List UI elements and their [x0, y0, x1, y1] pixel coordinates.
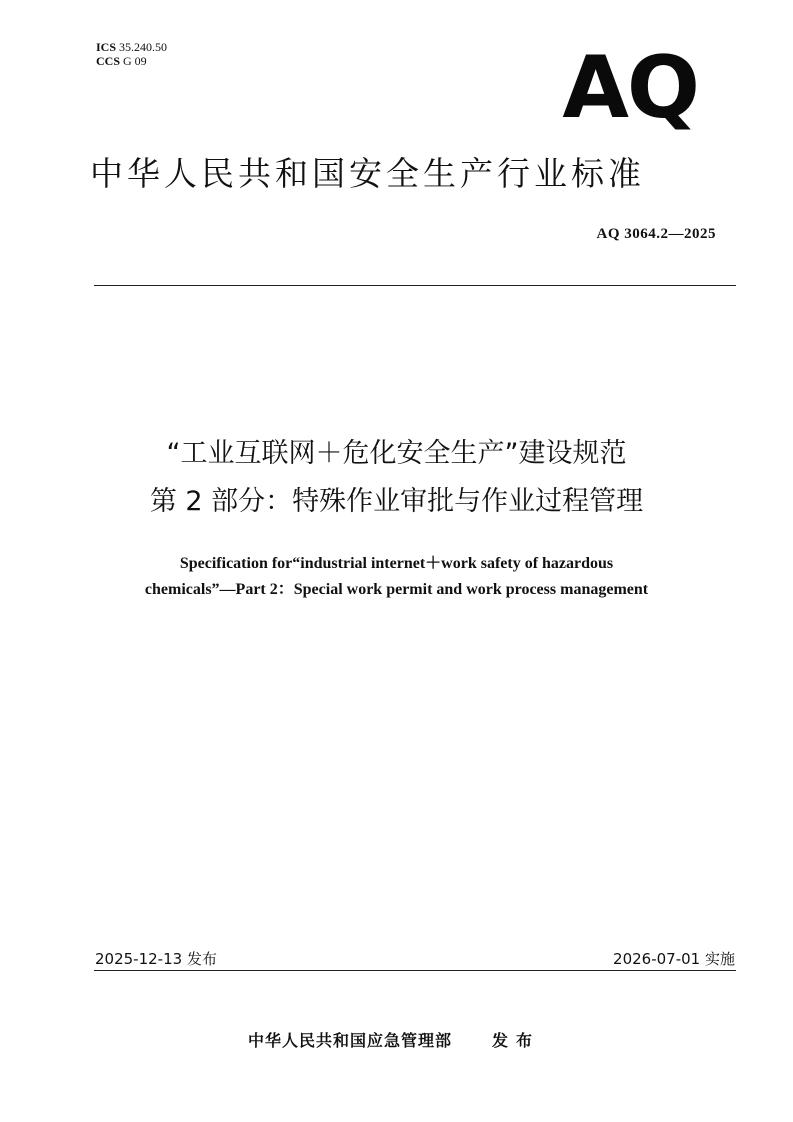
title-zh-line-2: 第 2 部分：特殊作业审批与作业过程管理 [149, 486, 644, 517]
ccs-code: G 09 [123, 54, 147, 68]
issuer-name: 中华人民共和国应急管理部 [248, 1031, 453, 1050]
bottom-divider [94, 970, 736, 971]
ics-code: 35.240.50 [119, 40, 168, 54]
issuing-authority [248, 1028, 540, 1051]
aq-logo: AQ [562, 38, 698, 138]
ics-line [96, 40, 167, 54]
title-zh-line-1: “工业互联网＋危化安全生产”建设规范 [166, 438, 627, 469]
ccs-label: CCS [96, 54, 121, 68]
standard-number: AQ 3064.2—2025 [596, 226, 716, 242]
issuer-action: 发布 [492, 1031, 541, 1050]
title-en-line-2: chemicals”—Part 2：Special work permit and work process management [144, 581, 649, 598]
title-en-line-1: Specification for“industrial internet＋work safety of hazardous [179, 555, 614, 572]
ccs-line [96, 54, 167, 68]
classification-codes [96, 40, 167, 68]
top-divider [94, 285, 736, 286]
standard-category-heading: 中华人民共和国安全生产行业标准 [90, 154, 645, 193]
effective-date: 2026-07-01 实施 [613, 950, 735, 968]
ics-label: ICS [96, 40, 117, 54]
issue-date: 2025-12-13 发布 [95, 950, 217, 968]
